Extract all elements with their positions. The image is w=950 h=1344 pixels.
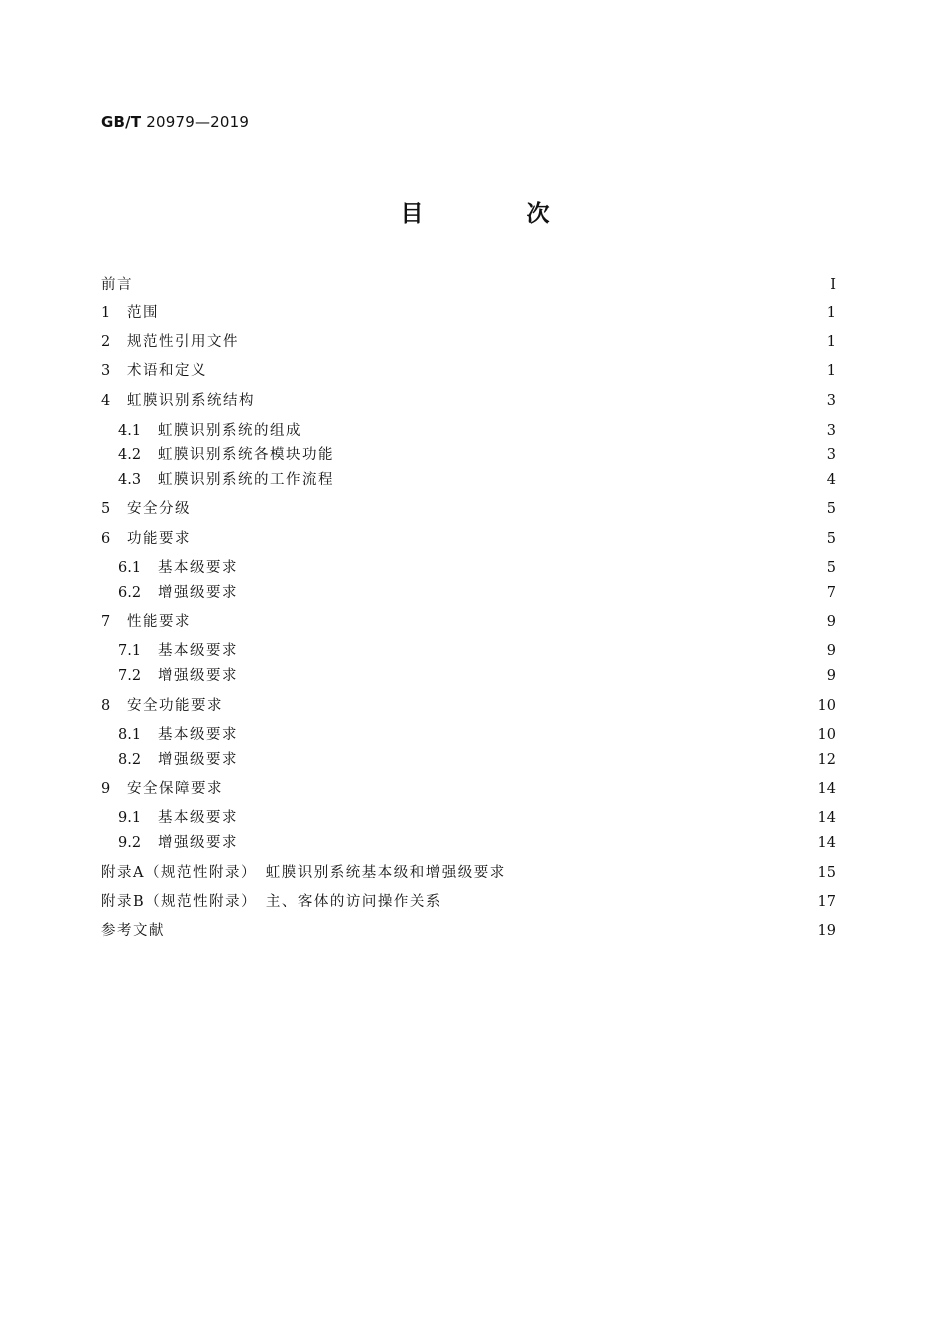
toc-entry[interactable]: [118, 558, 836, 578]
toc-entry[interactable]: [118, 750, 836, 770]
toc-entry-page: 14: [817, 810, 836, 826]
toc-leader-dots: [165, 303, 818, 323]
toc-entry-number: 6.1: [118, 560, 142, 576]
toc-leader-dots: [512, 863, 812, 883]
toc-entry-page: 9: [826, 614, 836, 630]
toc-entry-page: 5: [826, 531, 836, 547]
toc-leader-dots: [244, 808, 812, 828]
toc-entry[interactable]: [101, 612, 836, 632]
toc-entry-number: 4.1: [118, 423, 142, 439]
toc-entry-number: 8: [101, 698, 111, 714]
toc-entry-page: 19: [817, 923, 836, 939]
toc-entry-page: 1: [826, 305, 836, 321]
toc-entry-label: 安全分级: [127, 501, 191, 517]
toc-entry-label: 增强级要求: [158, 668, 238, 684]
toc-leader-dots: [244, 750, 812, 770]
toc-leader-dots: [244, 583, 818, 603]
toc-entry-number: 6.2: [118, 585, 142, 601]
toc-entry-number: 2: [101, 334, 111, 350]
toc-entry-label: 前言: [101, 277, 133, 293]
toc-entry-label: 性能要求: [127, 614, 191, 630]
toc-entry-page: 12: [817, 752, 836, 768]
toc-entry-label: 虹膜识别系统结构: [127, 393, 255, 409]
toc-entry-page: 14: [817, 835, 836, 851]
toc-entry-page: 15: [817, 865, 836, 881]
toc-leader-dots: [244, 833, 812, 853]
toc-entry-page: 3: [826, 393, 836, 409]
toc-entry-label: 增强级要求: [158, 835, 238, 851]
toc-entry-label: 安全保障要求: [127, 781, 223, 797]
toc-entry-number: 1: [101, 305, 111, 321]
toc-entry-number: 3: [101, 363, 111, 379]
toc-entry[interactable]: [101, 892, 836, 912]
toc-entry-number: 9.1: [118, 810, 142, 826]
toc-entry-number: 4.3: [118, 472, 142, 488]
toc-entry[interactable]: [118, 808, 836, 828]
toc-leader-dots: [244, 558, 818, 578]
toc-entry[interactable]: [118, 470, 836, 490]
toc-entry-label: 安全功能要求: [127, 698, 223, 714]
toc-entry-page: 4: [826, 472, 836, 488]
toc-entry-page: 9: [826, 668, 836, 684]
toc-entry[interactable]: [101, 921, 836, 941]
toc-entry[interactable]: [118, 421, 836, 441]
toc-entry-label: 规范性引用文件: [127, 334, 239, 350]
toc-entry-page: 5: [826, 560, 836, 576]
toc-entry-page: 10: [817, 698, 836, 714]
toc-entry-number: 7.1: [118, 643, 142, 659]
toc-title: 目 次: [400, 201, 590, 227]
toc-leader-dots: [139, 275, 818, 295]
toc-leader-dots: [197, 529, 818, 549]
toc-entry-label: 增强级要求: [158, 752, 238, 768]
toc-entry[interactable]: [101, 275, 836, 295]
toc-leader-dots: [340, 445, 818, 465]
toc-entry-number: 9.2: [118, 835, 142, 851]
toc-entry[interactable]: [101, 391, 836, 411]
toc-leader-dots: [229, 696, 812, 716]
toc-entry[interactable]: [101, 779, 836, 799]
toc-entry-label: 基本级要求: [158, 560, 238, 576]
standard-code: [101, 113, 249, 131]
toc-entry[interactable]: [101, 303, 836, 323]
toc-entry-number: 9: [101, 781, 111, 797]
toc-entry[interactable]: [101, 499, 836, 519]
toc-entry-label: 虹膜识别系统各模块功能: [158, 447, 334, 463]
toc-entry-page: 1: [826, 334, 836, 350]
toc-entry[interactable]: [101, 696, 836, 716]
toc-entry-number: 8.2: [118, 752, 142, 768]
toc-entry[interactable]: [101, 332, 836, 352]
toc-entry-page: 14: [817, 781, 836, 797]
toc-entry-page: 1: [826, 363, 836, 379]
toc-entry-label: 基本级要求: [158, 727, 238, 743]
toc-entry-number: 5: [101, 501, 111, 517]
toc-leader-dots: [244, 666, 818, 686]
toc-entry[interactable]: [118, 641, 836, 661]
toc-leader-dots: [197, 499, 818, 519]
toc-entry-label: 附录A（规范性附录） 虹膜识别系统基本级和增强级要求: [101, 865, 506, 881]
toc-leader-dots: [229, 779, 812, 799]
toc-entry-page: 10: [817, 727, 836, 743]
toc-entry-number: 4.2: [118, 447, 142, 463]
toc-entry-number: 7.2: [118, 668, 142, 684]
toc-entry-page: 7: [826, 585, 836, 601]
toc-leader-dots: [245, 332, 818, 352]
toc-entry-label: 术语和定义: [127, 363, 207, 379]
toc-entry[interactable]: [101, 529, 836, 549]
toc-entry-page: 9: [826, 643, 836, 659]
toc-entry[interactable]: [118, 725, 836, 745]
standard-prefix: GB/T: [101, 113, 142, 131]
toc-leader-dots: [244, 725, 812, 745]
standard-number: 20979—2019: [146, 113, 250, 131]
toc-entry[interactable]: [118, 583, 836, 603]
toc-entry-label: 虹膜识别系统的组成: [158, 423, 302, 439]
toc-entry-page: 5: [826, 501, 836, 517]
toc-entry-page: 3: [826, 447, 836, 463]
toc-leader-dots: [308, 421, 818, 441]
toc-entry-page: 17: [817, 894, 836, 910]
toc-entry-number: 7: [101, 614, 111, 630]
toc-leader-dots: [244, 641, 818, 661]
toc-leader-dots: [448, 892, 812, 912]
toc-leader-dots: [340, 470, 818, 490]
toc-entry-label: 参考文献: [101, 923, 165, 939]
toc-leader-dots: [213, 361, 818, 381]
toc-entry-label: 附录B（规范性附录） 主、客体的访问操作关系: [101, 894, 442, 910]
toc-entry-number: 6: [101, 531, 111, 547]
toc-entry-number: 4: [101, 393, 111, 409]
toc-entry-label: 基本级要求: [158, 643, 238, 659]
toc-entry-label: 增强级要求: [158, 585, 238, 601]
toc-leader-dots: [197, 612, 818, 632]
toc-entry[interactable]: [118, 445, 836, 465]
toc-entry-label: 功能要求: [127, 531, 191, 547]
toc-entry[interactable]: [118, 666, 836, 686]
toc-entry-page: Ⅰ: [830, 277, 836, 293]
toc-entry-label: 虹膜识别系统的工作流程: [158, 472, 334, 488]
toc-entry-page: 3: [826, 423, 836, 439]
toc-entry-label: 范围: [127, 305, 159, 321]
toc-leader-dots: [171, 921, 812, 941]
toc-entry[interactable]: [101, 361, 836, 381]
toc-entry-number: 8.1: [118, 727, 142, 743]
toc-leader-dots: [261, 391, 818, 411]
toc-entry-label: 基本级要求: [158, 810, 238, 826]
toc-entry[interactable]: [118, 833, 836, 853]
toc-entry[interactable]: [101, 863, 836, 883]
